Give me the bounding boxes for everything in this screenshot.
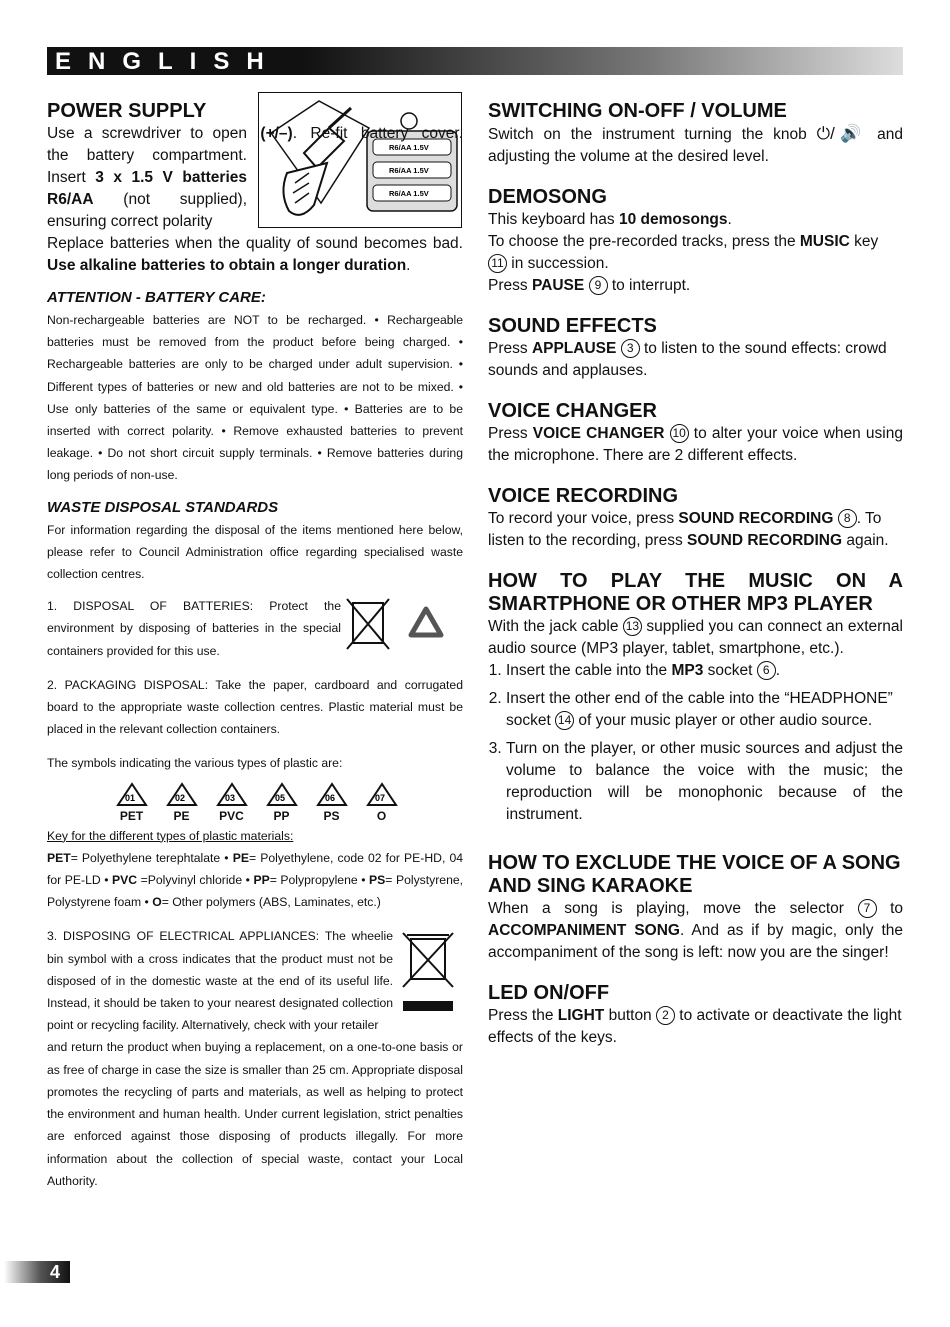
power-supply-title: POWER SUPPLY bbox=[47, 100, 207, 122]
wheelie-bin-icon bbox=[393, 925, 463, 1025]
attention-text: Non-rechargeable batteries are NOT to be recharged. • Rechargeable batteries must be removed from the product before being charged. • Rechargeable batteries are only to be charged under adult supervision. • Different types of batteries or new and old batteries are not to be mixed. • Use only batteries of the same or equivalent type. • Batteries are to be inserted with correct polarity. • Remove exhausted batteries to prevent leakage. • Do not short circuit supply terminals. • Remove batteries during long periods of non-use. bbox=[47, 313, 463, 483]
demosong-text: This keyboard has 10 demosongs. To choose the pre-recorded tracks, press the MUSIC key 11 in succession. Press PAUSE 9 to interrupt. bbox=[488, 211, 879, 294]
sound-effects-title: SOUND EFFECTS bbox=[488, 315, 657, 337]
electrical-disposal-text-cont: and return the product when buying a replacement, on a one-to-one basis or as free of charge in case the size is smaller than 25 cm. Appropriate disposal promotes the recycling of parts and materials, as well as helping to protect the environment and human health. Under current legislation, strict penalties are enforced against those disposing of products illegally. For more information about the collection of special waste, contact your Local Authority. bbox=[47, 1040, 463, 1188]
plastic-symbol: 01 PET bbox=[113, 781, 150, 823]
right-column bbox=[488, 100, 903, 1067]
power-supply-text: Use a screwdriver to open the battery compartment. Insert 3 x 1.5 V batteries R6/AA (not supplied), ensuring correct polarity (+/–). Re-fit battery cover. Replace batteries when the quality of sound becomes bad. Use alkaline batteries to obtain a longer duration. bbox=[47, 125, 463, 274]
svg-text:07: 07 bbox=[374, 792, 385, 803]
led-title: LED ON/OFF bbox=[488, 982, 610, 1004]
battery-label: R6/AA 1.5V bbox=[389, 143, 429, 152]
list-item: 2. Insert the other end of the cable into the “HEADPHONE” socket 14 of your music player or other audio source. bbox=[506, 688, 903, 732]
plastic-symbol: 02 PE bbox=[163, 781, 200, 823]
packaging-disposal-text: 2. PACKAGING DISPOSAL: Take the paper, cardboard and corrugated board to the appropriate waste collection centres. Plastic material must be placed in the relevant collection containers. bbox=[47, 677, 463, 737]
switch-title: SWITCHING ON-OFF / VOLUME bbox=[488, 100, 787, 122]
battery-label: R6/AA 1.5V bbox=[389, 166, 429, 175]
plastic-symbol: 07 O bbox=[363, 781, 400, 823]
list-item: 1. Insert the cable into the MP3 socket 6 . bbox=[506, 660, 903, 682]
led-text: Press the LIGHT button 2 to activate or deactivate the light effects of the keys. bbox=[488, 1007, 902, 1046]
svg-text:06: 06 bbox=[324, 792, 335, 803]
plastic-symbol: 06 PS bbox=[313, 781, 350, 823]
electrical-disposal-text: 3. DISPOSING OF ELECTRICAL APPLIANCES: The wheelie bin symbol with a cross indicates that the product must not be disposed of in the domestic waste at the end of its useful life. Instead, it should be taken to your nearest designated collection point or recycling facility. Alternatively, check with your retailer bbox=[47, 929, 393, 1033]
plastic-key-title: Key for the different types of plastic materials: bbox=[47, 828, 294, 843]
battery-disposal-text: 1. DISPOSAL OF BATTERIES: Protect the environment by disposing of batteries in the special containers provided for this use. bbox=[47, 599, 341, 658]
voice-recording-text: To record your voice, press SOUND RECORDING 8 . To listen to the recording, press SOUND RECORDING again. bbox=[488, 510, 889, 549]
mp3-steps bbox=[488, 660, 903, 826]
page-number: 4 bbox=[49, 1262, 60, 1282]
page-number-badge bbox=[4, 1261, 70, 1283]
power-volume-icon: ⏻/🔊 bbox=[816, 124, 868, 143]
mp3-title: HOW TO PLAY THE MUSIC ON A SMARTPHONE OR OTHER MP3 PLAYER bbox=[488, 570, 903, 615]
list-item: 3. Turn on the player, or other music sources and adjust the volume to balance the voice with the music; the reproduction will be monophonic because of the instrument. bbox=[506, 738, 903, 826]
battery-label: R6/AA 1.5V bbox=[389, 189, 429, 198]
header-bar bbox=[47, 47, 903, 75]
header-title: ENGLISH bbox=[55, 48, 281, 75]
plastic-symbols-intro: The symbols indicating the various types of plastic are: bbox=[47, 756, 343, 771]
svg-text:05: 05 bbox=[274, 792, 285, 803]
plastic-symbol: 03 PVC bbox=[213, 781, 250, 823]
bin-recycle-icon bbox=[341, 595, 457, 653]
plastic-symbols bbox=[113, 781, 463, 823]
karaoke-title: HOW TO EXCLUDE THE VOICE OF A SONG AND SING KARAOKE bbox=[488, 852, 901, 897]
plastic-symbol: 05 PP bbox=[263, 781, 300, 823]
svg-text:02: 02 bbox=[174, 792, 185, 803]
waste-intro: For information regarding the disposal of the items mentioned here below, please refer to Council Administration office regarding specialised waste collection centres. bbox=[47, 522, 463, 582]
sound-effects-text: Press APPLAUSE 3 to listen to the sound effects: crowd sounds and applauses. bbox=[488, 340, 887, 379]
voice-recording-title: VOICE RECORDING bbox=[488, 485, 679, 507]
voice-changer-text: Press VOICE CHANGER 10 to alter your voice when using the microphone. There are 2 different effects. bbox=[488, 425, 903, 464]
left-column bbox=[47, 100, 463, 1192]
svg-text:01: 01 bbox=[124, 792, 135, 803]
switch-text: Switch on the instrument turning the knob ⏻/🔊 and adjusting the volume at the desired level. bbox=[488, 124, 903, 165]
demosong-title: DEMOSONG bbox=[488, 186, 607, 208]
mp3-text: With the jack cable 13 supplied you can connect an external audio source (MP3 player, tablet, smartphone, etc.). bbox=[488, 618, 903, 657]
waste-title: WASTE DISPOSAL STANDARDS bbox=[47, 498, 279, 516]
voice-changer-title: VOICE CHANGER bbox=[488, 400, 657, 422]
svg-text:03: 03 bbox=[224, 792, 235, 803]
plastic-key-text: PET= Polyethylene terephtalate • PE= Polyethylene, code 02 for PE-HD, 04 for PE-LD • PVC =Polyvinyl chloride • PP= Polypropylene • PS= Polystyrene, Polystyrene foam • O= Other polymers (ABS, Laminates, etc.) bbox=[47, 850, 464, 910]
attention-title: ATTENTION - BATTERY CARE: bbox=[47, 289, 266, 306]
karaoke-text: When a song is playing, move the selector 7 to ACCOMPANIMENT SONG. And as if by magic, only the accompaniment of the song is left: now you are the singer! bbox=[488, 900, 903, 961]
